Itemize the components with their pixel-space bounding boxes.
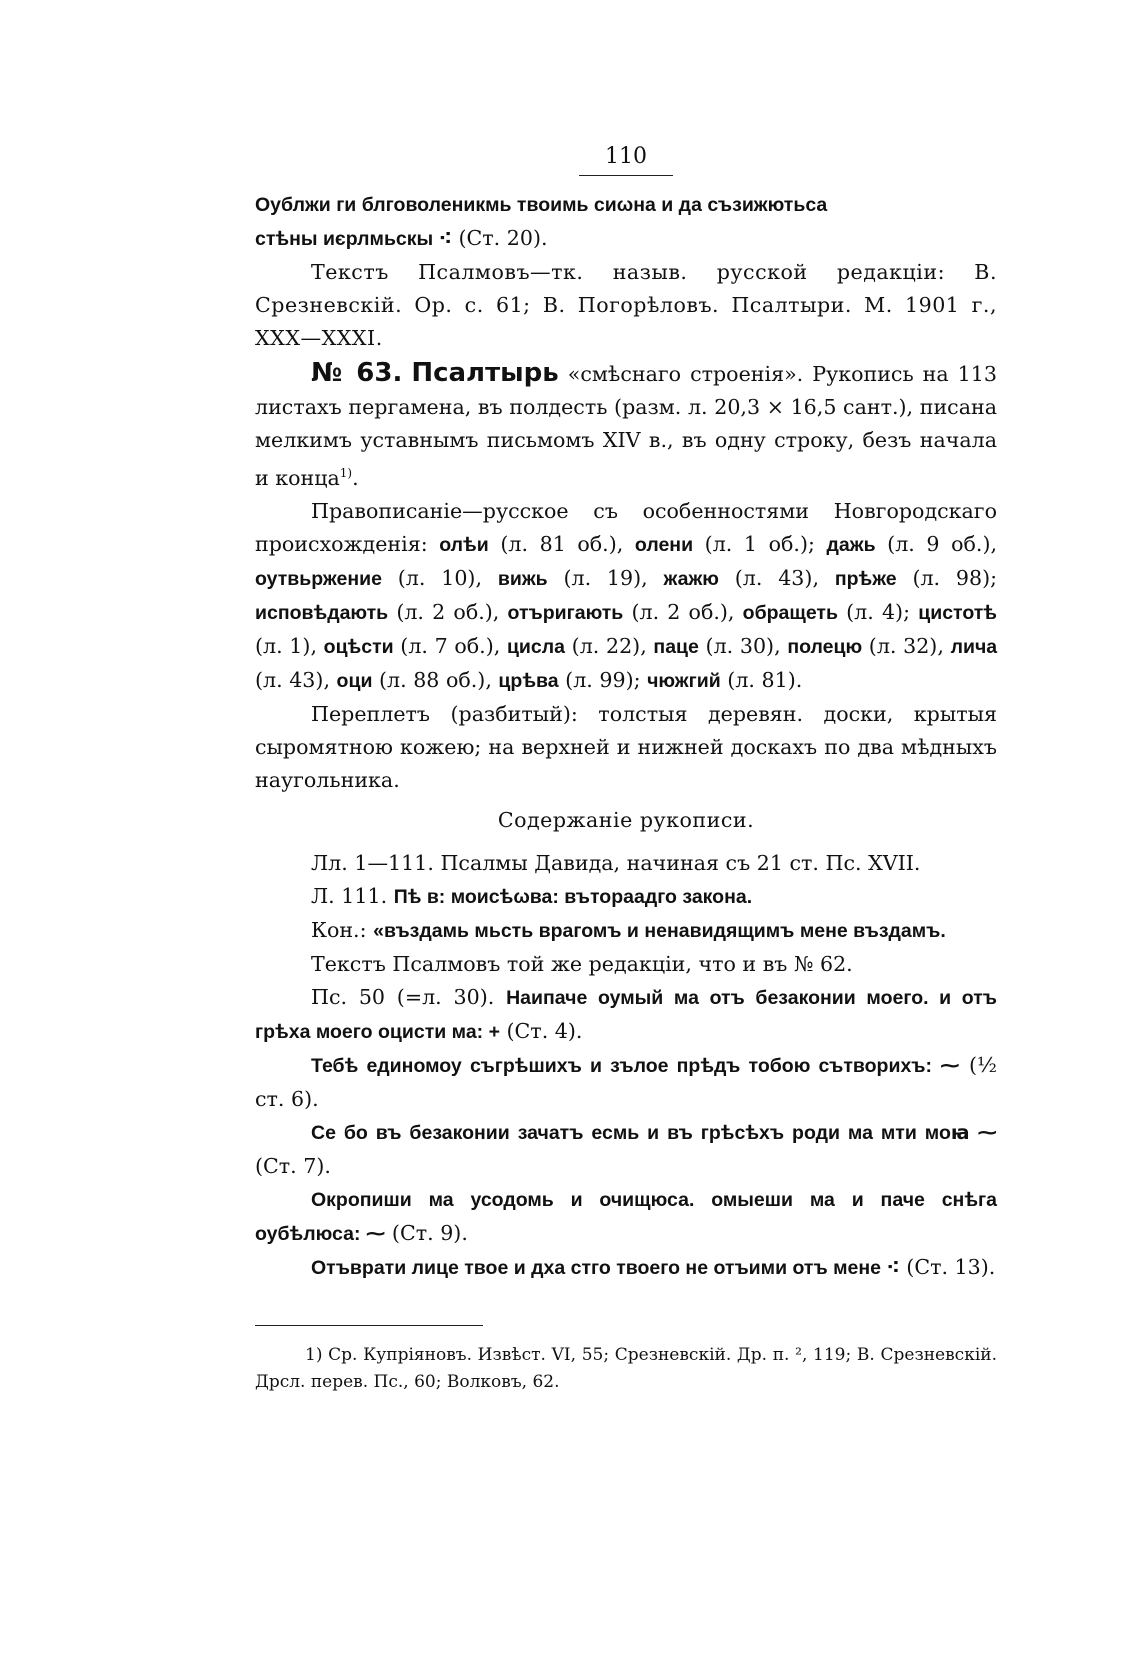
page-number: 110	[255, 140, 997, 176]
contents-line-3: Кон.: «въздамь мьсть врагомъ и ненавидящимъ мене въздамъ.	[311, 917, 946, 942]
contents-line-2: Л. 111. Пѣ в: моисѣωва: вътораадго закона.	[311, 883, 753, 908]
contents-line-5: Пс. 50 (=л. 30). Наипаче оумый ма отъ безаконии моего. и отъ грѣха моего оцисти ма: + (Ст. 4).	[255, 984, 997, 1043]
text-paragraph: Текстъ Псалмовъ—тк. назыв. русской редакціи: В. Срезневскій. Ор. с. 61; В. Погорѣловъ. Псалтыри. М. 1901 г., XXX—XXXI.	[255, 260, 997, 350]
orthography-paragraph: Правописаніе—русское съ особенностями Новгородскаго происхожденія: олѣи (л. 81 об.), олени (л. 1 об.); дажь (л. 9 об.), оутвьржение (л. 10), вижь (л. 19), жажю (л. 43), прѣже (л. 98); исповѣдають (л. 2 об.), отъригають (л. 2 об.), обращеть (л. 4); цистотѣ (л. 1), оцѣсти (л. 7 об.), цисла (л. 22), паце (л. 30), полецю (л. 32), лича (л. 43), оци (л. 88 об.), црѣва (л. 99); чюжгий (л. 81).	[255, 498, 998, 692]
entry-title: Псалтырь	[411, 358, 559, 388]
contents-line-7: Се бо въ безаконии зачатъ есмь и въ грѣсѣхъ роди ма мти моꙗ ⁓ (Ст. 7).	[255, 1121, 997, 1178]
contents-heading: Содержаніе рукописи.	[497, 807, 755, 832]
page	[255, 140, 997, 1396]
footnote: 1) Ср. Купріяновъ. Извѣст. VI, 55; Срезневскій. Др. п. ², 119; В. Срезневскій. Дрсл. перев. Пс., 60; Волковъ, 62.	[255, 1344, 997, 1392]
footnote-divider	[255, 1325, 483, 1326]
entry-number: № 63.	[311, 358, 403, 388]
intro-quote: Оублжи ги блговоленикмь твоимь сиωна и да съзижютьса стѣны иєрлмьскы ⁖ (Ст. 20).	[255, 194, 828, 250]
binding-paragraph: Переплетъ (разбитый): толстыя деревян. доски, крытыя сыромятною кожею; на верхней и нижней доскахъ по два мѣдныхъ наугольника.	[255, 701, 997, 792]
contents-line-4: Текстъ Псалмовъ той же редакціи, что и въ № 62.	[311, 951, 853, 976]
footnote-mark: 1)	[339, 466, 353, 480]
contents-line-6: Тебѣ единомоу съгрѣшихъ и зълое прѣдъ тобою сътворихъ: ⁓ (½ ст. 6).	[255, 1052, 997, 1111]
entry-paragraph: № 63. Псалтырь «смѣснаго строенія». Рукопись на 113 листахъ пергамена, въ полдесть (разм. л. 20,3 × 16,5 сант.), писана мелкимъ уставнымъ письмомъ XIV в., въ одну строку, безъ начала и конца$^{1)}$.	[255, 358, 997, 490]
contents-line-9: Отъврати лице твое и дха стго твоего не отъими отъ мене ⁖ (Ст. 13).	[311, 1254, 996, 1279]
contents-line-8: Окропиши ма усодомь и очищюса. омыеши ма и паче снѣга оубѣлюса: ⁓ (Ст. 9).	[255, 1188, 997, 1245]
contents-line-1: Лл. 1—111. Псалмы Давида, начиная съ 21 ст. Пс. XVII.	[311, 850, 921, 875]
